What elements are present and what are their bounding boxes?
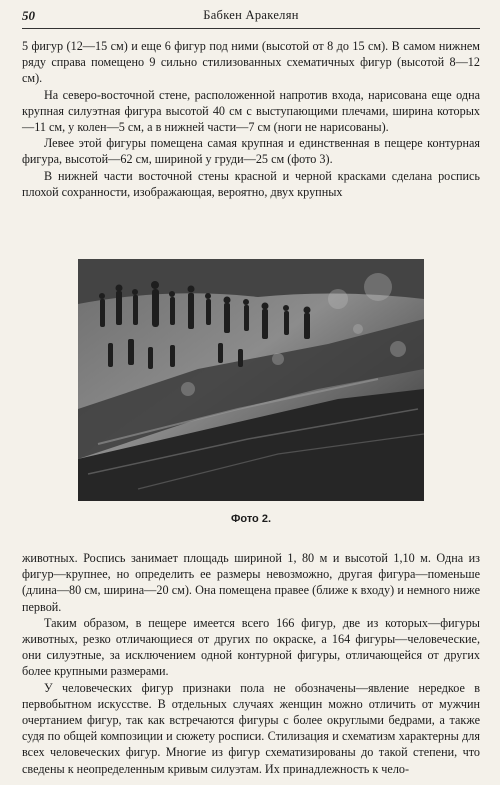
paragraph: Левее этой фигуры помещена самая крупная и единственная в пещере контурная фигура, высотой—62 см, шириной у груди—25 см (фото 3). [22, 136, 480, 167]
photo-image [78, 259, 424, 501]
paragraph: В нижней части восточной стены красной и черной красками сделана роспись плохой сохранности, изображающая, вероятно, двух крупных [22, 168, 480, 199]
document-page [22, 6, 480, 781]
cave-painting-photo [78, 259, 424, 501]
page-header [22, 6, 480, 29]
photo-caption: Фото 2. [230, 513, 272, 525]
body-text-bottom [22, 550, 480, 777]
page-number: 50 [22, 8, 35, 23]
paragraph: Таким образом, в пещере имеется всего 166 фигур, две из которых—фигуры животных, резко отличающиеся от других по окраске, а 164 фигуры—человеческие, они силуэтные, за исключением одной контурной фигуры, отличающейся от других более крупными размерами. [22, 615, 480, 679]
paragraph: На северо-восточной стене, расположенной напротив входа, нарисована еще одна крупная силуэтная фигура высотой 40 см с выступающими плечами, ширина которых—11 см, у колен—5 см, а в нижней части—7 см (ноги не нарисованы). [22, 87, 480, 135]
paragraph: животных. Роспись занимает площадь шириной 1, 80 м и высотой 1,10 м. Одна из фигур—крупнее, но определить ее размеры невозможно, другая фигура—поменьше (длина—80 см, ширина—20 см). Она помещена правее (ближе к входу) и немного ниже первой. [22, 551, 480, 614]
paragraph: 5 фигур (12—15 см) и еще 6 фигур под ними (высотой от 8 до 15 см). В самом нижнем ряду справа помещено 9 сильно стилизованных схематичных фигур (высотой 8—12 см). [22, 39, 480, 86]
running-head: Бабкен Аракелян [203, 8, 299, 22]
body-text-top [22, 38, 480, 200]
paragraph: У человеческих фигур признаки пола не обозначены—явление нередкое в первобытном искусстве. В отдельных случаях женщин можно отличить от мужчин очертанием фигур, так как встречаются фигуры с более округлыми бедрами, а также судя по общей композиции и сюжету росписи. Стилизация и схематизм характерны для всех человеческих фигур. Многие из фигур схематизированы до такой степени, что сведены к неопределенным кривым силуэтам. Их принадлежность к чело- [22, 680, 480, 776]
